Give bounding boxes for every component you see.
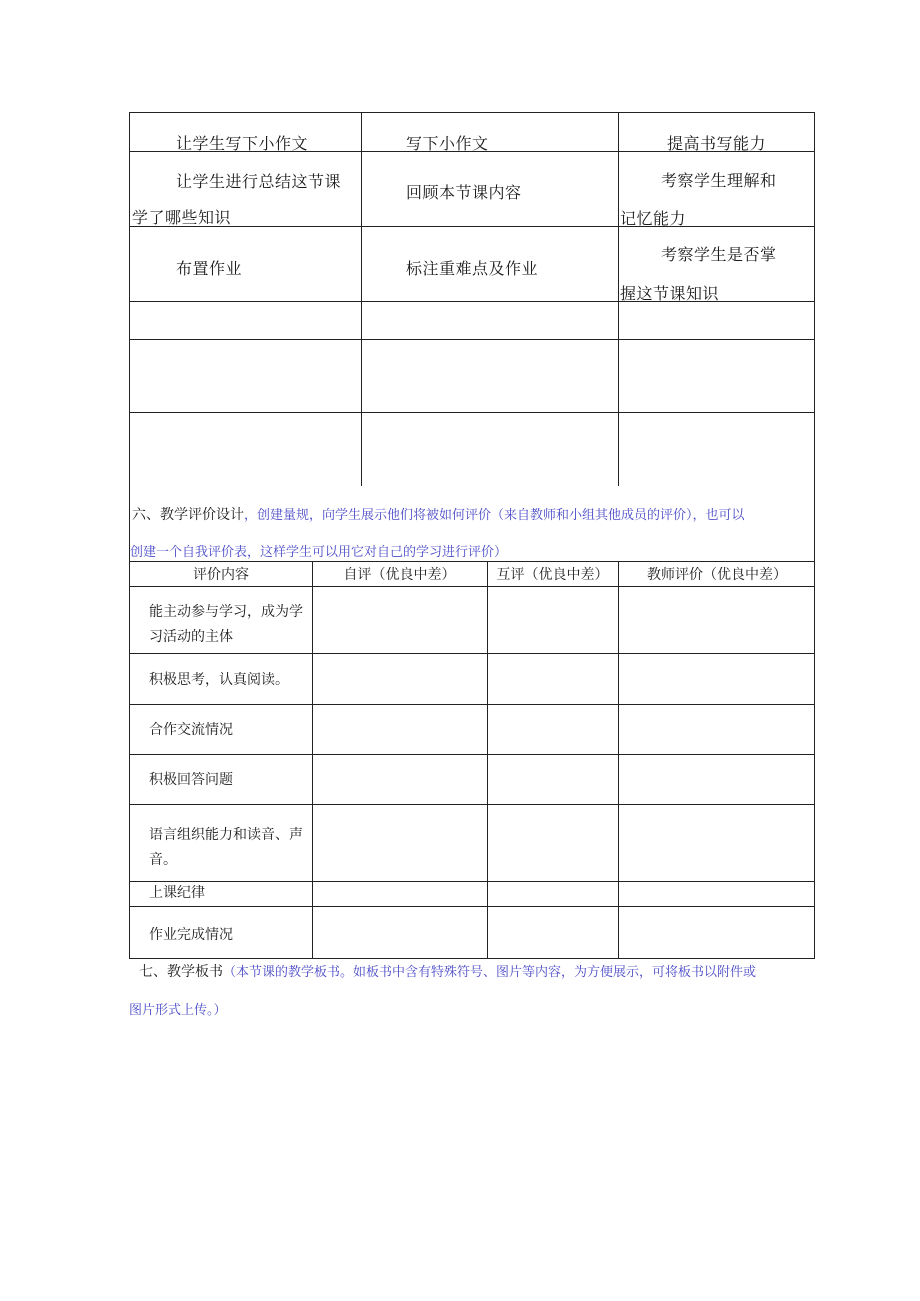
intent-cell: 提高书写能力 bbox=[667, 134, 767, 153]
row-divider bbox=[130, 804, 814, 805]
evaluation-design-section bbox=[129, 486, 815, 561]
intent-cell: 考察学生是否掌 bbox=[661, 245, 777, 264]
column-divider bbox=[618, 562, 619, 958]
column-divider bbox=[312, 562, 313, 958]
intent-cell: 考察学生理解和 bbox=[661, 171, 777, 190]
section-heading: 七、教学板书 bbox=[139, 964, 223, 980]
column-header: 评价内容 bbox=[193, 567, 249, 583]
activity-cell: 让学生进行总结这节课 bbox=[176, 172, 342, 191]
column-header: 教师评价（优良中差） bbox=[647, 567, 787, 583]
eval-item: 语言组织能力和读音、声 bbox=[149, 827, 303, 843]
intent-cell: 记忆能力 bbox=[620, 209, 687, 228]
section-note: 创建一个自我评价表，这样学生可以用它对自己的学习进行评价） bbox=[130, 545, 508, 560]
row-divider bbox=[130, 412, 814, 413]
row-divider bbox=[130, 906, 814, 907]
column-divider bbox=[487, 562, 488, 958]
teaching-process-table bbox=[129, 112, 815, 486]
section-heading: 六、教学评价设计 bbox=[132, 507, 244, 523]
activity-cell: 布置作业 bbox=[176, 259, 243, 278]
row-divider bbox=[130, 881, 814, 882]
eval-item: 积极思考，认真阅读。 bbox=[149, 672, 289, 688]
section-note: （本节课的教学板书。如板书中含有特殊符号、图片等内容，为方便展示，可将板书以附件或 bbox=[223, 965, 757, 980]
section-note: ，创建量规，向学生展示他们将被如何评价（来自教师和小组其他成员的评价），也可以 bbox=[244, 508, 745, 523]
eval-item: 作业完成情况 bbox=[149, 927, 233, 943]
eval-item: 合作交流情况 bbox=[149, 722, 233, 738]
row-divider bbox=[130, 226, 814, 227]
row-divider bbox=[130, 754, 814, 755]
row-divider bbox=[130, 653, 814, 654]
row-divider bbox=[130, 586, 814, 587]
content-cell: 回顾本节课内容 bbox=[406, 183, 522, 202]
column-header: 自评（优良中差） bbox=[343, 567, 456, 583]
eval-item: 上课纪律 bbox=[149, 885, 205, 901]
column-divider bbox=[618, 113, 619, 486]
intent-cell: 握这节课知识 bbox=[620, 284, 720, 303]
eval-item: 积极回答问题 bbox=[149, 772, 233, 788]
content-cell: 写下小作文 bbox=[406, 134, 489, 153]
row-divider bbox=[130, 339, 814, 340]
eval-item: 音。 bbox=[149, 852, 177, 868]
eval-item: 能主动参与学习，成为学 bbox=[149, 604, 303, 620]
content-cell: 标注重难点及作业 bbox=[406, 259, 539, 278]
activity-cell: 学了哪些知识 bbox=[132, 208, 232, 227]
evaluation-table bbox=[129, 561, 815, 959]
eval-item: 习活动的主体 bbox=[149, 629, 233, 645]
column-header: 互评（优良中差） bbox=[496, 567, 609, 583]
row-divider bbox=[130, 704, 814, 705]
column-divider bbox=[361, 113, 362, 486]
activity-cell: 让学生写下小作文 bbox=[176, 134, 309, 153]
section-note: 图片形式上传。） bbox=[129, 1003, 227, 1018]
